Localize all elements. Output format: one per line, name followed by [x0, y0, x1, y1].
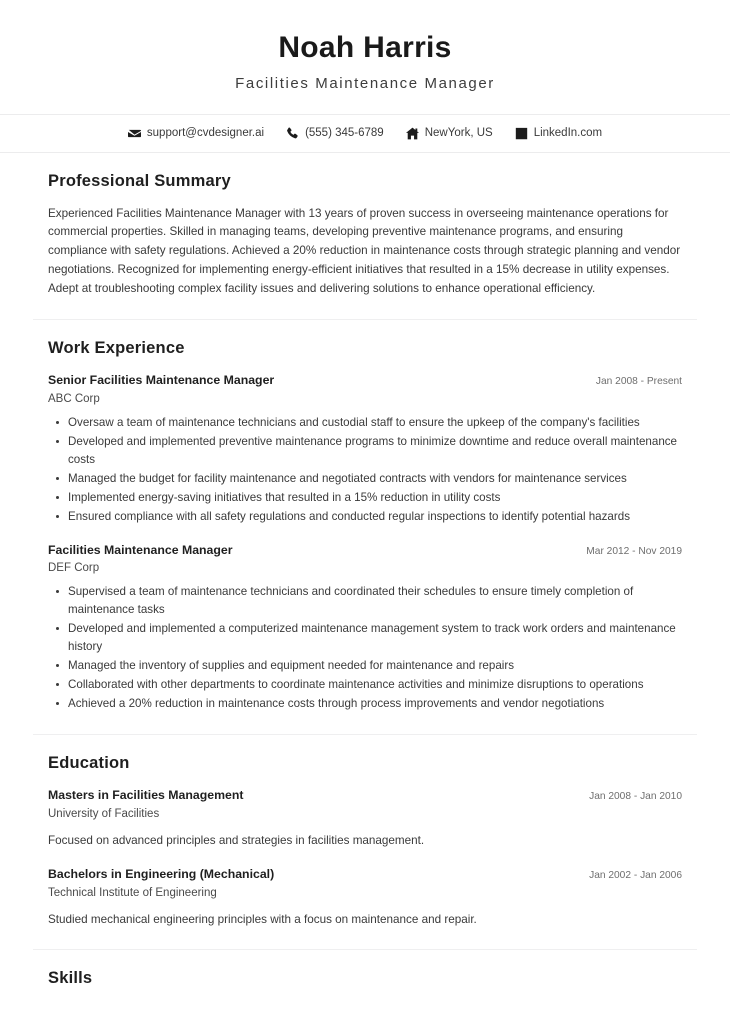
work-entry-date: Mar 2012 - Nov 2019 [586, 545, 682, 557]
work-entry-head [48, 542, 682, 559]
bullet-item: Achieved a 20% reduction in maintenance costs through process improvements and vendor negotiations [48, 695, 682, 713]
section-skills [0, 950, 730, 998]
education-entry-title: Bachelors in Engineering (Mechanical) [48, 867, 275, 882]
contact-item-phone[interactable] [286, 127, 384, 140]
bullet-item: Developed and implemented preventive maintenance programs to minimize downtime and reduce overall maintenance costs [48, 433, 682, 469]
education-body [33, 787, 697, 949]
contact-item-location[interactable] [406, 127, 493, 140]
work-entry [48, 372, 682, 526]
contact-email-label: support@cvdesigner.ai [146, 127, 265, 139]
work-entry [48, 542, 682, 713]
summary-text: Experienced Facilities Maintenance Manager with 13 years of proven success in overseeing maintenance operations for commercial properties. Skilled in managing teams, developing preventive maintenance programs, and ensuring compliance with safety regulations. Achieved a 20% reduction in maintenance costs through strategic planning and vendor negotiations. Recognized for implementing energy-efficient initiatives that resulted in a 15% decrease in utility expenses. Adept at troubleshooting complex facility issues and delivering solutions to enhance operational efficiency. [48, 206, 681, 296]
contact-location-label: NewYork, US [424, 127, 493, 139]
education-entry-institution: Technical Institute of Engineering [48, 886, 217, 899]
section-education [0, 735, 730, 949]
summary-body [33, 205, 697, 320]
bullet-item: Implemented energy-saving initiatives that resulted in a 15% reduction in utility costs [48, 489, 682, 507]
bullet-item: Managed the inventory of supplies and equipment needed for maintenance and repairs [48, 657, 682, 675]
bullet-item: Collaborated with other departments to coordinate maintenance activities and minimize disruptions to operations [48, 676, 682, 694]
home-icon [406, 127, 419, 140]
section-title-skills: Skills [48, 968, 93, 987]
education-entry-date: Jan 2002 - Jan 2006 [589, 870, 682, 882]
work-entry-bullets [48, 414, 682, 526]
contact-phone-label: (555) 345-6789 [305, 127, 384, 139]
bullet-item: Oversaw a team of maintenance technicians and custodial staff to ensure the upkeep of the company's facilities [48, 414, 682, 432]
candidate-job-title: Facilities Maintenance Manager [235, 75, 495, 92]
work-body [33, 372, 697, 734]
bullet-item: Managed the budget for facility maintenance and negotiated contracts with vendors for maintenance services [48, 470, 682, 488]
bullet-item: Developed and implemented a computerized maintenance management system to track work orders and maintenance history [48, 620, 682, 656]
skills-body [33, 988, 697, 998]
section-title-education: Education [48, 754, 130, 773]
contact-item-linkedin[interactable] [515, 127, 602, 140]
envelope-icon [128, 127, 141, 140]
candidate-name: Noah Harris [278, 31, 452, 64]
bullet-item: Ensured compliance with all safety regulations and conducted regular inspections to identify potential hazards [48, 508, 682, 526]
linkedin-icon [515, 127, 528, 140]
phone-icon [286, 127, 299, 140]
contact-bar [0, 114, 730, 153]
section-title-summary: Professional Summary [48, 171, 231, 190]
education-entry-institution: University of Facilities [48, 807, 160, 820]
education-entry-description: Studied mechanical engineering principles with a focus on maintenance and repair. [48, 912, 477, 926]
work-entry-head [48, 372, 682, 389]
education-entry-date: Jan 2008 - Jan 2010 [589, 791, 682, 803]
bullet-item: Supervised a team of maintenance technicians and coordinated their schedules to ensure timely completion of maintenance tasks [48, 583, 682, 619]
education-entry-head [48, 866, 682, 883]
resume-header [0, 0, 730, 114]
work-entry-title: Facilities Maintenance Manager [48, 542, 233, 557]
education-entry [48, 866, 682, 929]
work-entry-company: DEF Corp [48, 562, 100, 575]
education-entry [48, 787, 682, 850]
work-entry-bullets [48, 583, 682, 713]
education-entry-description: Focused on advanced principles and strategies in facilities management. [48, 833, 425, 847]
section-work-experience [0, 320, 730, 734]
education-entry-head [48, 787, 682, 804]
contact-linkedin-label: LinkedIn.com [533, 127, 603, 139]
section-professional-summary [0, 153, 730, 320]
work-entry-date: Jan 2008 - Present [595, 376, 682, 388]
education-entry-title: Masters in Facilities Management [48, 788, 244, 803]
work-entry-company: ABC Corp [48, 392, 100, 405]
work-entry-title: Senior Facilities Maintenance Manager [48, 373, 275, 388]
section-title-work: Work Experience [48, 339, 185, 358]
contact-item-email[interactable] [128, 127, 264, 140]
